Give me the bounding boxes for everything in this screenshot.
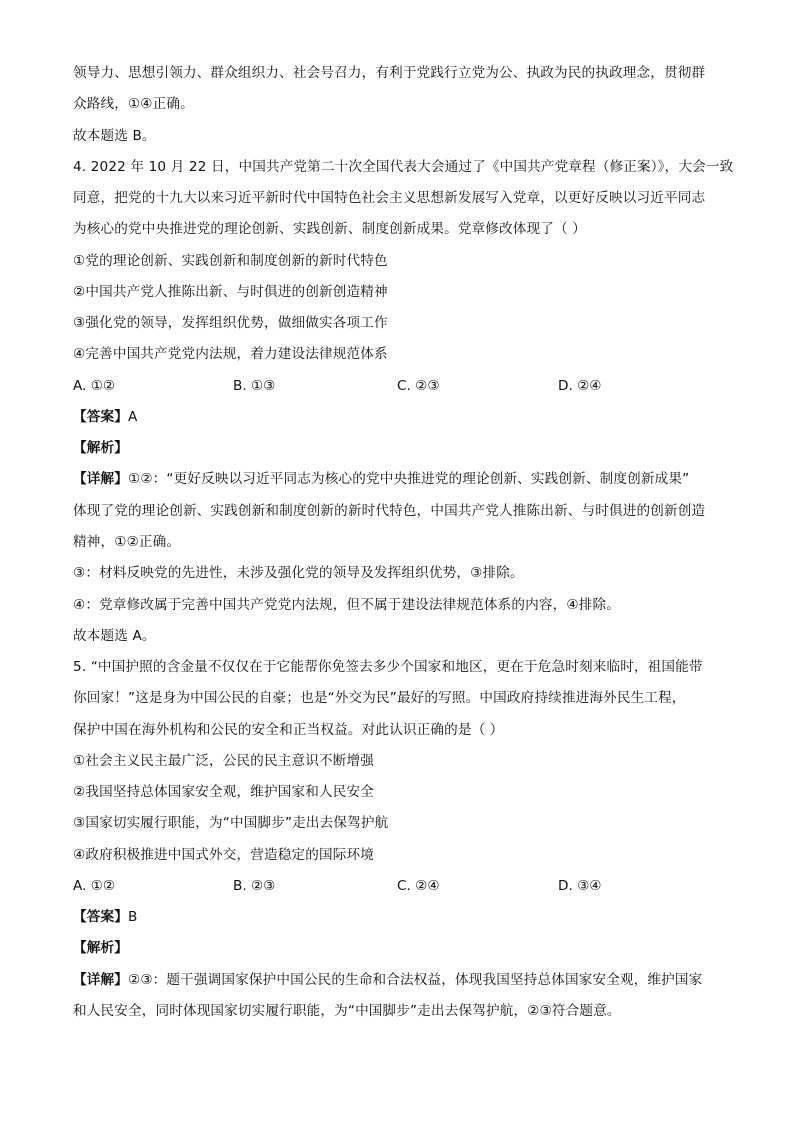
- statement-2: ②中国共产党人推陈出新、与时俱进的创新创造精神: [73, 284, 388, 300]
- analysis-tag: 【解析】: [73, 940, 128, 956]
- question-4-options: [73, 376, 733, 396]
- question-5-stem: 5. “中国护照的含金量不仅仅在于它能帮你免签去多少个国家和地区，更在于危急时刻来临时，祖国能带: [73, 659, 703, 675]
- detail-line: [73, 469, 733, 489]
- detail-text: ②③：题干强调国家保护中国公民的生命和合法权益，体现我国坚持总体国家安全观，维护国家: [127, 972, 703, 988]
- answer-tag: 【答案】: [73, 409, 128, 425]
- answer-tag: 【答案】: [73, 909, 128, 925]
- question-5-options: [73, 876, 733, 896]
- detail-text: 体现了党的理论创新、实践创新和制度创新的新时代特色，中国共产党人推陈出新、与时俱进的创新创造: [73, 503, 706, 519]
- option-c: C. ②④: [397, 878, 440, 894]
- question-4-stem: 同意，把党的十九大以来习近平新时代中国特色社会主义思想新发展写入党章，以更好反映以习近平同志: [73, 190, 706, 206]
- detail-text: ④：党章修改属于完善中国共产党党内法规，但不属于建设法律规范体系的内容，④排除。: [73, 597, 620, 613]
- text-line: 众路线，①④正确。: [73, 96, 194, 112]
- text-line: 领导力、思想引领力、群众组织力、社会号召力，有利于党践行立党为公、执政为民的执政理念，贯彻群: [73, 65, 706, 81]
- option-a: A. ①②: [73, 878, 116, 894]
- option-a: A. ①②: [73, 378, 116, 394]
- statement-1: ①党的理论创新、实践创新和制度创新的新时代特色: [73, 253, 388, 269]
- answer-value: A: [127, 409, 138, 425]
- option-d: D. ③④: [558, 878, 602, 894]
- question-4-stem: 4. 2022 年 10 月 22 日，中国共产党第二十次全国代表大会通过了《中国共产党章程（修正案）》，大会一致: [73, 159, 734, 175]
- answer-line: [73, 907, 733, 927]
- analysis-tag: 【解析】: [73, 440, 128, 456]
- statement-4: ④完善中国共产党党内法规，着力建设法律规范体系: [73, 346, 388, 362]
- question-5-stem: 你回家！”这是身为中国公民的自豪；也是“外交为民”最好的写照。中国政府持续推进海外民生工程，: [73, 690, 686, 706]
- conclusion-line: 故本题选 A。: [73, 628, 156, 644]
- answer-value: B: [127, 909, 138, 925]
- detail-text: ①②：“更好反映以习近平同志为核心的党中央推进党的理论创新、实践创新、制度创新成果”: [127, 471, 690, 487]
- statement-2: ②我国坚持总体国家安全观，维护国家和人民安全: [73, 784, 374, 800]
- detail-text: 精神，①②正确。: [73, 534, 181, 550]
- option-b: B. ①③: [233, 378, 276, 394]
- detail-text: 和人民安全，同时体现国家切实履行职能，为“中国脚步”走出去保驾护航，②③符合题意。: [73, 1003, 621, 1019]
- statement-3: ③国家切实履行职能，为“中国脚步”走出去保驾护航: [73, 815, 389, 831]
- answer-line: [73, 407, 733, 427]
- conclusion-line: 故本题选 B。: [73, 128, 156, 144]
- statement-4: ④政府积极推进中国式外交，营造稳定的国际环境: [73, 847, 374, 863]
- statement-3: ③强化党的领导，发挥组织优势，做细做实各项工作: [73, 315, 388, 331]
- option-d: D. ②④: [558, 378, 602, 394]
- statement-1: ①社会主义民主最广泛，公民的民主意识不断增强: [73, 753, 374, 769]
- question-5-stem: 保护中国在海外机构和公民的安全和正当权益。对此认识正确的是（ ）: [73, 722, 504, 738]
- detail-tag: 【详解】: [73, 471, 128, 487]
- question-4-stem: 为核心的党中央推进党的理论创新、实践创新、制度创新成果。党章修改体现了（ ）: [73, 221, 586, 237]
- option-c: C. ②③: [397, 378, 440, 394]
- option-b: B. ②③: [233, 878, 276, 894]
- detail-line: [73, 970, 733, 990]
- detail-text: ③：材料反映党的先进性，未涉及强化党的领导及发挥组织优势，③排除。: [73, 565, 524, 581]
- detail-tag: 【详解】: [73, 972, 128, 988]
